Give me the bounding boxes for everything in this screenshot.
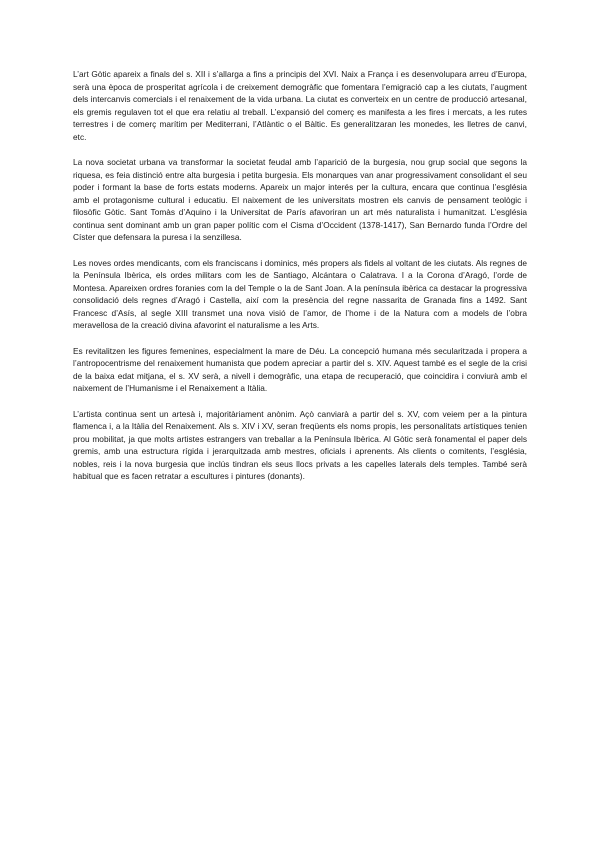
paragraph-3: Les noves ordes mendicants, com els franciscans i dominics, més propers als fidels al voltant de les ciutats. Als regnes de la Península Ibèrica, els ordes militars com les de Santiago, Alcántara o Calatrava. I a la Corona d’Aragó, l’orde de Montesa. Apareixen ordres foranies com la del Temple o la de Sant Joan. A la península ibèrica ca destacar la progressiva consolidació dels regnes d’Aragó i Castella, així com la presència del regne nassarita de Granada fins a 1492. Sant Francesc d’Asís, al segle XIII transmet una nova visió de l’amor, de l’home i de la Natura com a models de l’obra meravellosa de la creació divina afavorint el naturalisme a les Arts. (73, 257, 527, 330)
paragraph-2: La nova societat urbana va transformar la societat feudal amb l’aparició de la burgesia, nou grup social que segons la riquesa, es feia distinció entre alta burgesia i petita burgesia. Els monarques van anar progressivament consolidant el seu poder i formant la base de forts estats moderns. Apareix un major interés per la cultura, encara que continua l’església amb el protagonisme cultural i educatiu. El naixement de les universitats mostren els canvis de pensament teològic i filosòfic Gòtic. Sant Tomàs d’Aquino i la Universitat de París afavoriran un art més naturalista i humanitzat. L’església continua sent dominant amb un gran paper polític com el Cisma d’Occident (1378-1417), San Bernardo funda l’Ordre del Císter que defensara la puresa i la senzillesa. (73, 157, 527, 242)
document-page (73, 68, 527, 496)
paragraph-1: L’art Gòtic apareix a finals del s. XII i s’allarga a fins a principis del XVI. Naix a França i es desenvolupara arreu d’Europa, serà una època de prosperitat agrícola i de creixement demogràfic que fomentara l’emigració cap a les ciutats, l’augment dels intercanvis comercials i el renaixement de la vida urbana. La ciutat es converteix en un centre de producció artesanal, els gremis regulaven tot el que era relatiu al treball. L’expansió del comerç es manifesta a les fires i mercats, a les rutes terrestres i de comerç marítim per Mediterrani, l’Atlàntic o el Bàltic. Es generalitzaran les monedes, les lletres de canvi, etc. (73, 69, 527, 142)
paragraph-4: Es revitalitzen les figures femenines, especialment la mare de Déu. La concepció humana més secularitzada i propera a l’antropocentrisme del renaixement humanista que podem apreciar a partir del s. XIV. Aquest també es el segle de la crisi de la baixa edat mitjana, el s. XV serà, a nivell i demogràfic, una etapa de recuperació, que coincidira i conviurà amb el naixement de l’Humanisme i el Renaixement a Itàlia. (73, 345, 527, 393)
paragraph-5: L’artista continua sent un artesà i, majoritàriament anònim. Açò canviarà a partir del s. XV, com veiem per a la pintura flamenca i, a la Itàlia del Renaixement. Als s. XIV i XV, seran freqüents els noms propis, les personalitats artístiques tenien prou mobilitat, ja que molts artistes estrangers van treballar a la Península Ibèrica. Al Gòtic serà fonamental el paper dels gremis, amb una estructura rígida i jerarquitzada amb mestres, oficials i aprenents. Als clients o comitents, l’església, nobles, reis i la nova burgesia que inclús tindran els seus llocs privats a les capelles laterals dels temples. També serà habitual que es facen retratar a escultures i pintures (donants). (73, 408, 527, 481)
